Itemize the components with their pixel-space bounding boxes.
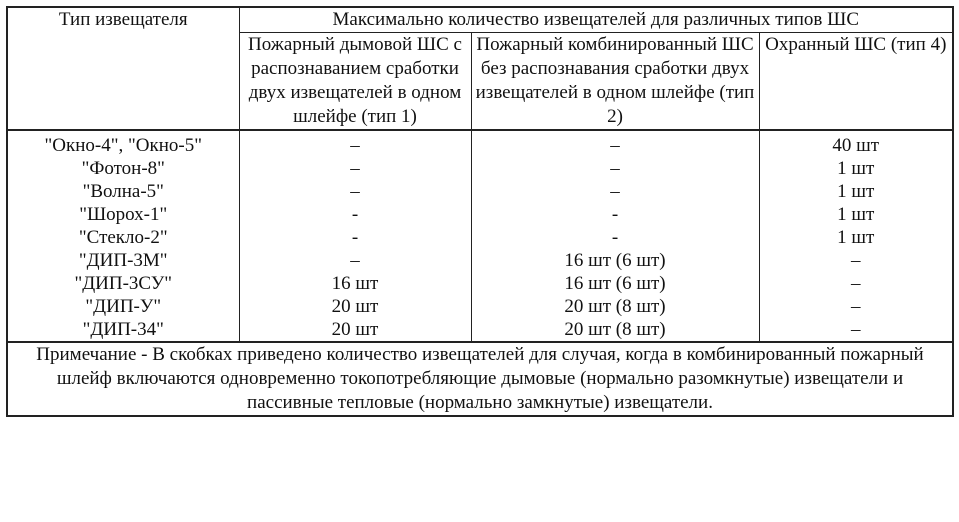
cell-detector-name: "Волна-5" [7, 180, 239, 203]
cell-type4: 1 шт [759, 226, 953, 249]
cell-type1: – [239, 180, 471, 203]
cell-detector-name: "ДИП-3М" [7, 249, 239, 272]
table-row [7, 272, 953, 295]
cell-type2: – [471, 180, 759, 203]
cell-detector-name: "Фотон-8" [7, 157, 239, 180]
header-group-title: Максимально количество извещателей для различных типов ШС [239, 7, 953, 33]
cell-type1: 20 шт [239, 318, 471, 342]
cell-type2: 16 шт (6 шт) [471, 272, 759, 295]
cell-type1: – [239, 130, 471, 157]
cell-type1: 16 шт [239, 272, 471, 295]
table-row [7, 203, 953, 226]
cell-type1: - [239, 203, 471, 226]
cell-detector-name: "ДИП-У" [7, 295, 239, 318]
note-row [7, 342, 953, 416]
cell-type4: 1 шт [759, 180, 953, 203]
cell-type2: – [471, 157, 759, 180]
table-row [7, 157, 953, 180]
cell-type2: 20 шт (8 шт) [471, 295, 759, 318]
cell-detector-name: "ДИП-3СУ" [7, 272, 239, 295]
cell-detector-name: "Шорох-1" [7, 203, 239, 226]
cell-type4: – [759, 272, 953, 295]
table-row [7, 318, 953, 342]
header-type4: Охранный ШС (тип 4) [759, 33, 953, 131]
cell-type4: – [759, 318, 953, 342]
cell-type2: - [471, 203, 759, 226]
table-row [7, 226, 953, 249]
cell-type4: 40 шт [759, 130, 953, 157]
cell-type2: 16 шт (6 шт) [471, 249, 759, 272]
header-row-group [7, 7, 953, 33]
cell-type1: 20 шт [239, 295, 471, 318]
header-detector-type: Тип извещателя [7, 7, 239, 130]
cell-type2: - [471, 226, 759, 249]
cell-type1: - [239, 226, 471, 249]
table-note: Примечание - В скобках приведено количество извещателей для случая, когда в комбинированный пожарный шлейф включаются одновременно токопотребляющие дымовые (нормально разомкнутые) извещатели и пассивные тепловые (нормально замкнутые) извещатели. [7, 342, 953, 416]
table-row [7, 295, 953, 318]
cell-type2: – [471, 130, 759, 157]
cell-type1: – [239, 249, 471, 272]
cell-type4: 1 шт [759, 203, 953, 226]
cell-type1: – [239, 157, 471, 180]
cell-detector-name: "Стекло-2" [7, 226, 239, 249]
table-row [7, 180, 953, 203]
table-row [7, 249, 953, 272]
header-type2: Пожарный комбинированный ШС без распознавания сработки двух извещателей в одном шлейфе (тип 2) [471, 33, 759, 131]
cell-type4: – [759, 295, 953, 318]
cell-detector-name: "Окно-4", "Окно-5" [7, 130, 239, 157]
detector-capacity-table [6, 6, 954, 417]
cell-type2: 20 шт (8 шт) [471, 318, 759, 342]
cell-type4: 1 шт [759, 157, 953, 180]
table-row [7, 130, 953, 157]
cell-type4: – [759, 249, 953, 272]
header-type1: Пожарный дымовой ШС с распознаванием сработки двух извещателей в одном шлейфе (тип 1) [239, 33, 471, 131]
document-table-wrapper [6, 6, 952, 417]
cell-detector-name: "ДИП-34" [7, 318, 239, 342]
